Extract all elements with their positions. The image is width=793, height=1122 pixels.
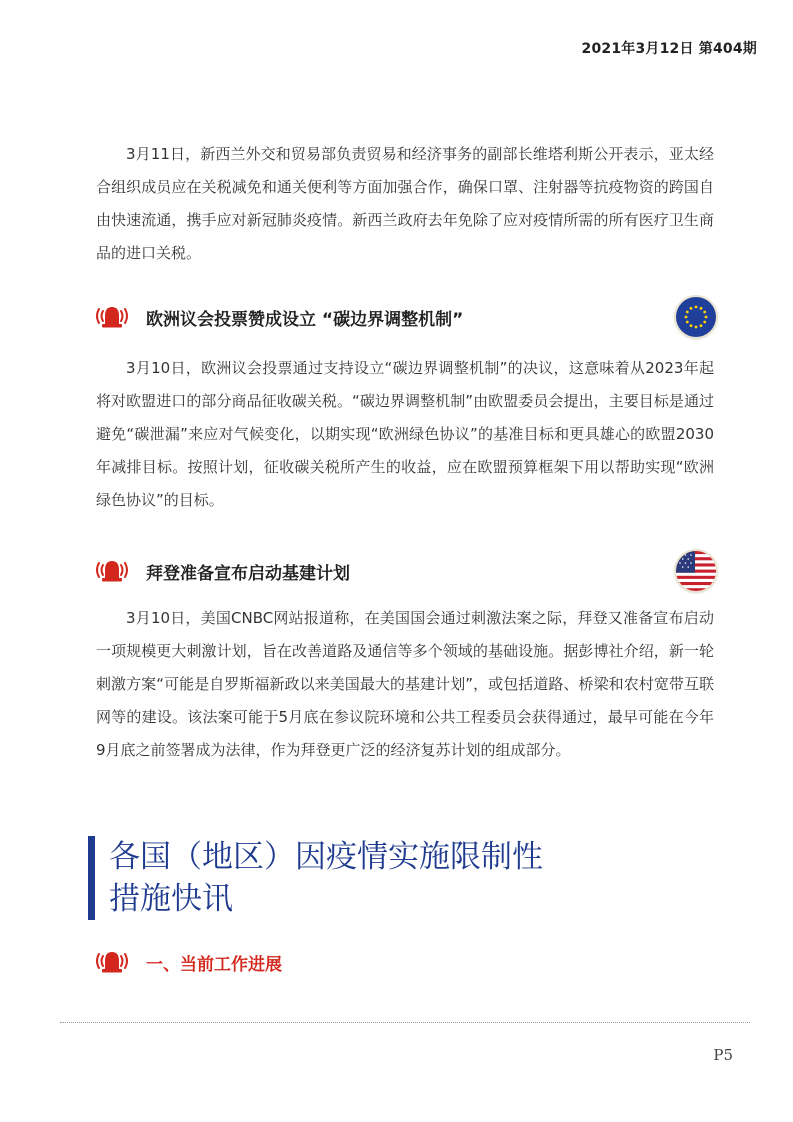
subsection-title: 一、当前工作进展 [146, 955, 282, 975]
page-number: P5 [713, 1046, 733, 1064]
section-title-eu: 欧洲议会投票赞成设立 “碳边界调整机制” [146, 310, 464, 330]
section-body-eu: 3月10日，欧洲议会投票通过支持设立“碳边界调整机制”的决议，这意味着从2023年起将对欧盟进口的部分商品征收碳关税。“碳边界调整机制”由欧盟委员会提出，主要目标是通过避免“碳泄漏”来应对气候变化，以期实现“欧洲绿色协议”的基准目标和更具雄心的欧盟2030年减排目标。按照计划，征收碳关税所产生的收益，应在欧盟预算框架下用以帮助实现“欧洲绿色协议”的目标。 [96, 359, 714, 509]
chapter-title [88, 836, 543, 920]
chapter-title-line1: 各国（地区）因疫情实施限制性 [109, 839, 543, 875]
footer-divider [60, 1022, 750, 1023]
section-body-us: 3月10日，美国CNBC网站报道称，在美国国会通过刺激法案之际，拜登又准备宣布启动一项规模更大刺激计划，旨在改善道路及通信等多个领域的基础设施。据彭博社介绍，新一轮刺激方案“可能是自罗斯福新政以来美国最大的基建计划”，或包括道路、桥梁和农村宽带互联网等的建设。该法案可能于5月底在参议院环境和公共工程委员会获得通过，最早可能在今年9月底之前签署成为法律，作为拜登更广泛的经济复苏计划的组成部分。 [96, 609, 714, 759]
intro-paragraph: 3月11日，新西兰外交和贸易部负责贸易和经济事务的副部长维塔利斯公开表示，亚太经合组织成员应在关税减免和通关便利等方面加强合作，确保口罩、注射器等抗疫物资的跨国自由快速流通，携手应对新冠肺炎疫情。新西兰政府去年免除了应对疫情所需的所有医疗卫生商品的进口关税。 [96, 145, 714, 262]
section-heading-us [92, 551, 716, 591]
section-title-us: 拜登准备宣布启动基建计划 [146, 564, 350, 584]
issue-header: 2021年3月12日 第404期 [581, 41, 757, 57]
subsection-heading [92, 942, 716, 982]
section-heading-eu [92, 297, 716, 337]
us-flag-icon [676, 551, 716, 591]
alarm-bell-icon [92, 555, 132, 585]
eu-flag-icon [676, 297, 716, 337]
chapter-title-line2: 措施快讯 [109, 881, 233, 917]
alarm-bell-icon [92, 946, 132, 976]
alarm-bell-icon [92, 301, 132, 331]
